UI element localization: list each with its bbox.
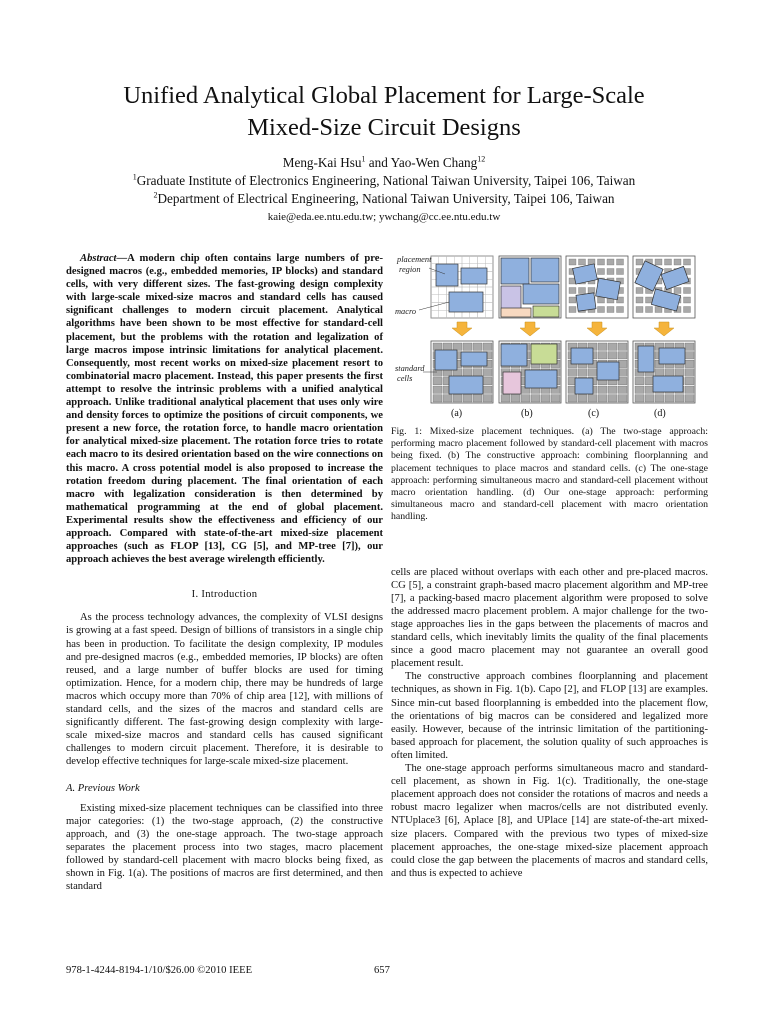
std-cell xyxy=(636,288,643,294)
std-cell xyxy=(483,377,492,384)
macro-block xyxy=(575,378,593,394)
std-cell xyxy=(674,259,681,265)
std-cell xyxy=(685,352,694,359)
std-cell xyxy=(588,369,597,376)
std-cell xyxy=(443,395,452,402)
std-cell xyxy=(684,297,691,303)
std-cell xyxy=(607,269,614,275)
std-cell xyxy=(473,369,482,376)
std-cell xyxy=(569,259,576,265)
std-cell xyxy=(433,395,442,402)
macro-block xyxy=(571,348,593,364)
intro-paragraph-1: As the process technology advances, the complexity of VLSI designs is growing at a fast speed. Design of billions of transistors in a single chip has been in production. To facilitate the design complexity, IP modules and pre-designed macros (e.g., embedded memories, IP blocks) are often reused, and a large number of buffer blocks are used for timing optimization. Hence, for a modern chip, there may be hundreds of large macros which occupy more than 70% of chip area [12], with millions of standard cells, and the sizes of the macros and standard cells are significantly different. The fast-growing design complexity with large-scale mixed-size macros and standard cells has caused significant challenges to modern circuit placement. Therefore, it is desirable to develop effective techniques for large-scale mixed-size placement. xyxy=(66,612,383,768)
std-cell xyxy=(483,369,492,376)
std-cell xyxy=(568,395,577,402)
std-cell xyxy=(521,395,530,402)
affiliation-1-sup: 1 xyxy=(132,172,137,182)
std-cell xyxy=(684,288,691,294)
macro-block xyxy=(501,258,529,284)
partition-block xyxy=(533,306,559,317)
std-cell xyxy=(598,307,605,313)
std-cell xyxy=(636,259,643,265)
author-2: Yao-Wen Chang xyxy=(390,155,478,170)
author-1: Meng-Kai Hsu xyxy=(282,155,362,170)
std-cell xyxy=(588,395,597,402)
std-cell xyxy=(684,307,691,313)
std-cell xyxy=(608,395,617,402)
macro-block xyxy=(523,284,559,304)
right-paragraph-3: The one-stage approach performs simultaneous macro and standard-cell placement, as shown in Fig. 1(c). Traditionally, the one-stage placement approach does not consider the rotations of macros and needs a robust macro legalizer when macros/cells are not distributed evenly. NTUplace3 [6], Aplace [8], and UPlace [14] are state-of-the-art mixed-size placers. Compared with the previous two types of mixed-size placement approaches, the one-stage mixed-size placement approach could close the gap between the placements of macros and standard cells, and thus is expected to achieve xyxy=(391,763,708,879)
abstract-text: A modern chip often contains large numbers of pre-designed macros (e.g., embedded memories, IP blocks) and standard cells, with very different sizes. The fast-growing design complexity with large-scale mixed-size macros and standard cells has caused significant challenges to modern circuit placement. Analytical algorithms have been shown to be most effective for standard-cell placement, but the problems with the rotation and legalization of large macros impose intrinsic limitations for analytical placement. Consequently, most recent works on mixed-size placement resort to combinatorial macro placement. Instead, this paper presents the first attempt to resolve the intrinsic problems with a unified analytical approach. Unlike traditional analytical placement that uses only wire and density forces to optimize the positions of circuit components, we present a new force, the rotation force, to handle macro orientation for analytical mixed-size placement. The rotation force tries to rotate each macro to its desired orientation based on the wire connections on this macro. A cross potential model is also proposed to increase the rotation freedom during placement. The final orientation of each macro with legalization consideration is then determined by mathematical programming at the end of global placement. Experimental results show the effectiveness and efficiency of our approach. Compared with state-of-the-art mixed-size placement approaches (such as FLOP [13], CG [5], and MP-tree [7]), our approach achieves the best average wirelength efficiently. xyxy=(66,253,383,566)
title-line-1: Unified Analytical Global Placement for Large-Scale xyxy=(123,82,645,109)
std-cell xyxy=(655,259,662,265)
std-cell xyxy=(636,307,643,313)
std-cell xyxy=(685,369,694,376)
std-cell xyxy=(541,395,550,402)
std-cell xyxy=(636,297,643,303)
std-cell xyxy=(483,343,492,350)
std-cell xyxy=(665,259,672,265)
std-cell xyxy=(598,352,607,359)
right-paragraph-2: The constructive approach combines floorplanning and placement techniques, as shown in Fig. 1(b). Capo [2], and FLOP [13] are examples. Since min-cut based floorplanning is embedded into the placement flow, the orientations of big macros can be considered and legalized more easily. However, because of the intrinsic limitation of the partitioning-based approach for placement, the solution quality of such approaches is often limited. xyxy=(391,671,708,761)
std-cell xyxy=(685,360,694,367)
macro-block xyxy=(436,264,458,286)
partition-block xyxy=(501,308,531,317)
down-arrow-icon xyxy=(452,322,472,336)
std-cell xyxy=(665,369,674,376)
affiliation-1-text: Graduate Institute of Electronics Engineering, National Taiwan University, Taipei 106, Taiwan xyxy=(136,173,636,188)
fig-sub-label-b: (b) xyxy=(521,408,533,419)
macro-block xyxy=(525,370,557,388)
macro-block xyxy=(659,348,685,364)
left-column xyxy=(66,252,383,893)
std-cell xyxy=(675,369,684,376)
std-cell xyxy=(433,343,442,350)
std-cell xyxy=(635,395,644,402)
std-cell xyxy=(501,395,510,402)
std-cell xyxy=(618,386,627,393)
author-2-sup: 12 xyxy=(477,154,486,164)
partition-block xyxy=(531,344,557,364)
figure-1-graphic xyxy=(391,252,708,422)
std-cell xyxy=(473,395,482,402)
author-block xyxy=(0,154,768,226)
macro-block xyxy=(435,350,457,370)
std-cell xyxy=(463,343,472,350)
std-cell xyxy=(598,259,605,265)
std-cell xyxy=(578,369,587,376)
down-arrow-icon xyxy=(520,322,540,336)
std-cell xyxy=(685,386,694,393)
figure-1 xyxy=(391,252,708,422)
macro-block xyxy=(531,258,559,282)
down-arrow-icon xyxy=(587,322,607,336)
std-cell xyxy=(617,269,624,275)
fig-sub-label-c: (c) xyxy=(588,408,600,419)
paper-title xyxy=(0,80,768,144)
std-cell xyxy=(646,297,653,303)
std-cell xyxy=(685,343,694,350)
std-cell xyxy=(598,395,607,402)
author-and: and xyxy=(365,155,391,170)
page-number: 657 xyxy=(374,965,390,976)
title-line-2: Mixed-Size Circuit Designs xyxy=(247,114,521,141)
intro-paragraph-2: Existing mixed-size placement techniques can be classified into three major categories: (1) the two-stage approach, (2) the constructive approach, and (3) the one-stage approach. The two-stage approach separates the placement process into two stages, macro placement followed by standard-cell placement with macro blocks being fixed, as shown in Fig. 1(a). The positions of macros are first determined, and then standard xyxy=(66,802,383,893)
std-cell xyxy=(598,269,605,275)
abstract xyxy=(66,252,383,566)
std-cell xyxy=(645,395,654,402)
right-paragraph-1: cells are placed without overlaps with each other and pre-placed macros. CG [5], a constraint graph-based macro placement algorithm and MP-tree [7], a packing-based macro placement algorithm were proposed to solve the addressed macro placement problem. A major challenge for the two-stage approaches lies in the gaps between the placements of macros and standard cells, which inevitably limits the quality of the final placements since a good macro placement may not guarantee an overall good placement result. xyxy=(391,566,708,670)
abstract-dash: — xyxy=(116,253,128,264)
fig-label-standard: standard xyxy=(395,364,425,373)
std-cell xyxy=(569,288,576,294)
std-cell xyxy=(598,386,607,393)
macro-block xyxy=(501,344,527,366)
macro-block xyxy=(653,376,683,392)
std-cell xyxy=(579,288,586,294)
std-cell xyxy=(635,377,644,384)
author-1-sup: 1 xyxy=(361,154,366,164)
std-cell xyxy=(607,307,614,313)
abstract-label: Abstract xyxy=(80,253,117,264)
affiliation-2 xyxy=(0,190,768,208)
down-arrow-icon xyxy=(654,322,674,336)
std-cell xyxy=(598,297,605,303)
fig-sub-label-a: (a) xyxy=(451,408,463,419)
std-cell xyxy=(608,352,617,359)
std-cell xyxy=(511,395,520,402)
fig-sub-label-d: (d) xyxy=(654,408,666,419)
fig-label-region: region xyxy=(399,265,421,274)
std-cell xyxy=(618,352,627,359)
macro-block xyxy=(461,352,487,366)
std-cell xyxy=(608,386,617,393)
affiliation-2-text: Department of Electrical Engineering, National Taiwan University, Taipei 106, Taiwan xyxy=(157,191,615,206)
affiliation-1 xyxy=(0,172,768,190)
std-cell xyxy=(433,386,442,393)
fig-label-macro: macro xyxy=(395,307,417,316)
std-cell xyxy=(531,395,540,402)
fig-label-cells: cells xyxy=(397,374,413,383)
std-cell xyxy=(617,307,624,313)
subsection-heading-previous-work: A. Previous Work xyxy=(66,783,140,795)
footer-isbn: 978-1-4244-8194-1/10/$26.00 ©2010 IEEE xyxy=(66,965,253,976)
std-cell xyxy=(453,343,462,350)
std-cell xyxy=(655,369,664,376)
std-cell xyxy=(646,307,653,313)
std-cell xyxy=(483,395,492,402)
macro-block xyxy=(596,278,621,300)
fig-label-placement: placement xyxy=(397,255,432,264)
std-cell xyxy=(655,307,662,313)
std-cell xyxy=(598,343,607,350)
std-cell xyxy=(463,395,472,402)
author-names xyxy=(0,154,768,172)
std-cell xyxy=(433,377,442,384)
std-cell xyxy=(473,343,482,350)
std-cell xyxy=(453,395,462,402)
macro-block xyxy=(461,268,487,284)
std-cell xyxy=(463,369,472,376)
std-cell xyxy=(608,343,617,350)
std-cell xyxy=(569,307,576,313)
right-column xyxy=(391,252,708,880)
figure-1-caption: Fig. 1: Mixed-size placement techniques. (a) The two-stage approach: performing macro placement followed by standard-cell placement with macros being fixed. (b) The constructive approach: combining floorplanning and placement techniques to place macros and standard cells. (c) The one-stage approach: performing simultaneous macro and standard-cell placement without macro orientation handling. (d) Our one-stage approach: performing simultaneous macro and standard-cell placement with macro orientation handling. xyxy=(391,426,708,523)
section-heading-introduction: I. Introduction xyxy=(191,589,258,601)
std-cell xyxy=(579,259,586,265)
std-cell xyxy=(483,386,492,393)
macro-block xyxy=(449,376,483,394)
std-cell xyxy=(578,395,587,402)
macro-block xyxy=(638,346,654,372)
std-cell xyxy=(685,377,694,384)
std-cell xyxy=(607,259,614,265)
std-cell xyxy=(655,395,664,402)
std-cell xyxy=(685,395,694,402)
std-cell xyxy=(665,395,674,402)
std-cell xyxy=(618,343,627,350)
std-cell xyxy=(684,259,691,265)
std-cell xyxy=(675,395,684,402)
std-cell xyxy=(551,395,560,402)
macro-block xyxy=(597,362,619,380)
macro-block xyxy=(576,293,596,311)
std-cell xyxy=(443,343,452,350)
std-cell xyxy=(617,259,624,265)
std-cell xyxy=(568,369,577,376)
std-cell xyxy=(569,297,576,303)
std-cell xyxy=(635,386,644,393)
std-cell xyxy=(618,395,627,402)
std-cell xyxy=(674,288,681,294)
partition-block xyxy=(503,372,521,394)
macro-block xyxy=(449,292,483,312)
affiliation-2-sup: 2 xyxy=(153,190,158,200)
author-emails: kaie@eda.ee.ntu.edu.tw; ywchang@cc.ee.ntu.edu.tw xyxy=(267,211,501,223)
